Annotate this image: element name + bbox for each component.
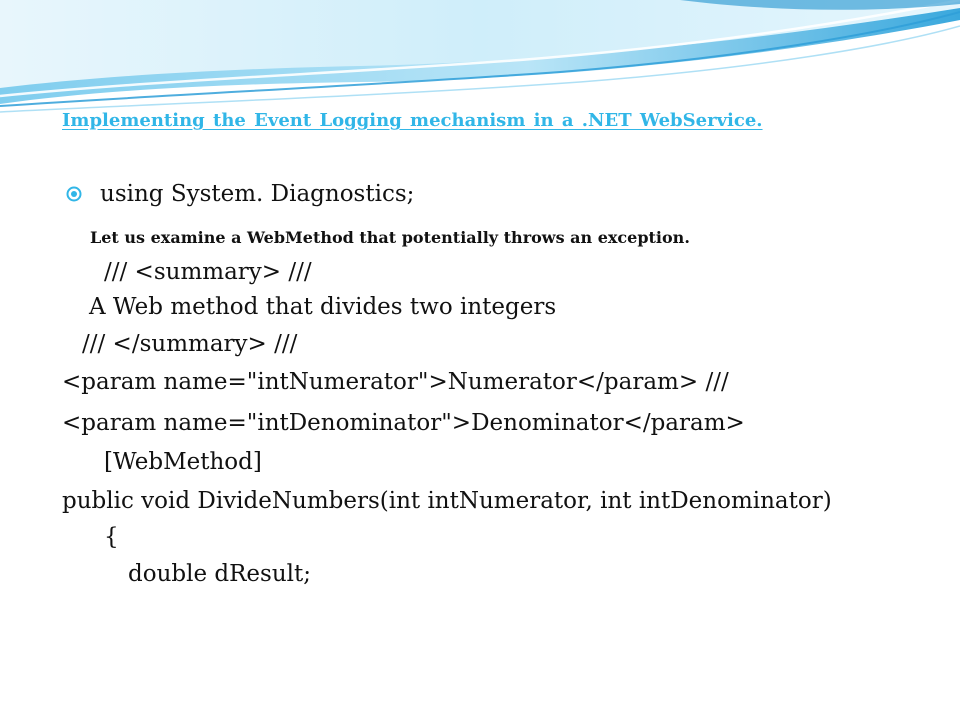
code-line-summary-open: /// <summary> /// (104, 259, 312, 285)
header-wave-decoration (0, 0, 960, 120)
code-line-description: A Web method that divides two integers (89, 294, 557, 320)
code-line-declaration: double dResult; (128, 561, 312, 587)
slide-heading[interactable]: Implementing the Event Logging mechanism in a .NET WebService. (62, 110, 763, 131)
code-line-method-signature: public void DivideNumbers(int intNumerator, int intDenominator) (62, 488, 832, 514)
code-line-summary-close: /// </summary> /// (82, 331, 298, 357)
code-line-attribute: [WebMethod] (104, 449, 262, 475)
bullet-text: using System. Diagnostics; (100, 181, 415, 207)
circle-dot-icon (66, 186, 82, 202)
note-text: Let us examine a WebMethod that potentially throws an exception. (90, 228, 690, 247)
code-line-open-brace: { (104, 524, 119, 550)
code-line-param-denominator: <param name="intDenominator">Denominator</param> (62, 410, 745, 436)
code-line-param-numerator: <param name="intNumerator">Numerator</param> /// (62, 369, 729, 395)
bullet-item (66, 181, 414, 207)
